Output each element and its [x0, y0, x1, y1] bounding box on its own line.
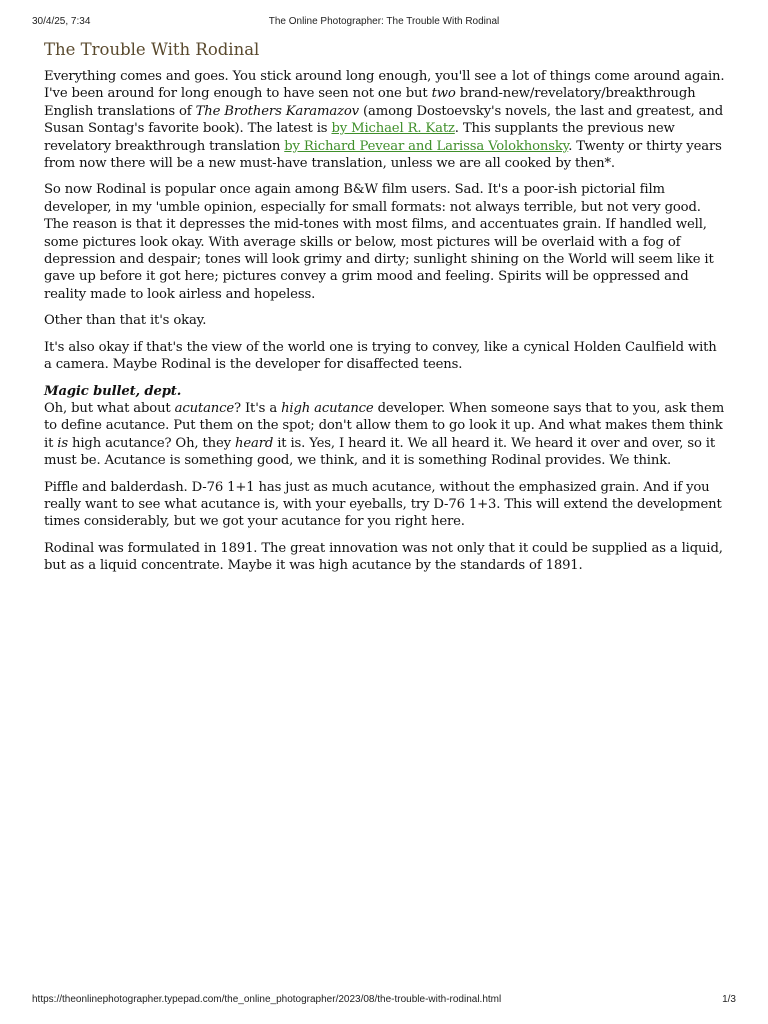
- p1-text-1: Everything comes and goes. You stick around long enough, you'll see a lot of things come around again. I've been around for long enough to have seen not one but: [44, 69, 725, 102]
- paragraph-1: [44, 68, 726, 172]
- print-url: https://theonlinephotographer.typepad.com/the_online_photographer/2023/08/the-trouble-with-rodinal.html: [32, 994, 502, 1005]
- p5-emphasis-3: is: [57, 435, 68, 451]
- p1-text-5: . Twenty or thirty years from now there will be a new must-have translation, unless we are all cooked by then*.: [44, 138, 722, 172]
- article-title: The Trouble With Rodinal: [44, 40, 260, 59]
- p1-book-title: The Brothers Karamazov: [195, 103, 359, 119]
- katz-translation-link[interactable]: by Michael R. Katz: [331, 121, 455, 137]
- p5-text-3: developer. When someone says that to you, ask them to define acutance. Put them on the spot; don't allow them to go look it up. And what makes them think it: [44, 400, 725, 451]
- paragraph-7: Rodinal was formulated in 1891. The great innovation was not only that it could be supplied as a liquid, but as a liquid concentrate. Maybe it was high acutance by the standards of 1891.: [44, 540, 723, 574]
- paragraph-4: It's also okay if that's the view of the world one is trying to convey, like a cynical Holden Caulfield with a camera. Maybe Rodinal is the developer for disaffected teens.: [44, 339, 717, 373]
- p5-text-2: ? It's a: [234, 400, 282, 416]
- pevear-volokhonsky-link[interactable]: by Richard Pevear and Larissa Volokhonsky: [284, 138, 569, 154]
- p1-text-4: . This supplants the previous new revelatory breakthrough translation: [44, 121, 675, 154]
- subheading: Magic bullet, dept.: [44, 383, 182, 399]
- print-date: 30/4/25, 7:34: [32, 16, 91, 27]
- article: [44, 40, 726, 584]
- paragraph-6: Piffle and balderdash. D-76 1+1 has just as much acutance, without the emphasized grain. And if you really want to see what acutance is, with your eyeballs, try D-76 1+3. This will extend the development times considerably, but we got your acutance for you right here.: [44, 479, 722, 530]
- p5-text-1: Oh, but what about: [44, 400, 175, 416]
- p1-text-3: (among Dostoevsky's novels, the last and greatest, and Susan Sontag's favorite book). The latest is: [44, 103, 723, 137]
- p5-text-5: it is. Yes, I heard it. We all heard it. We heard it over and over, so it must be. Acutance is something good, we think, and it is something Rodinal provides. We think.: [44, 435, 716, 469]
- p5-emphasis-4: heard: [235, 435, 274, 451]
- p5-emphasis-1: acutance: [174, 400, 235, 416]
- paragraph-3: Other than that it's okay.: [44, 313, 207, 329]
- p5-text-4: high acutance? Oh, they: [67, 435, 236, 451]
- p5-emphasis-2: high acutance: [281, 400, 374, 416]
- print-footer: [32, 994, 736, 1008]
- print-header: [32, 16, 736, 30]
- page-number: 1/3: [722, 994, 736, 1005]
- paragraph-2: So now Rodinal is popular once again among B&W film users. Sad. It's a poor-ish pictorial film developer, in my 'umble opinion, especially for small formats: not always terrible, but not very good. The reason is that it depresses the mid-tones with most films, and accentuates grain. If handled well, some pictures look okay. With average skills or below, most pictures will be overlaid with a fog of depression and despair; tones will look grimy and dirty; sunlight shining on the World will seem like it gave up before it got here; pictures convey a grim mood and feeling. Spirits will be oppressed and reality made to look airless and hopeless.: [44, 182, 714, 302]
- p1-emphasis-1: two: [431, 86, 456, 102]
- p1-text-2: brand-new/revelatory/breakthrough English translations of: [44, 86, 696, 119]
- print-page-title: The Online Photographer: The Trouble With Rodinal: [268, 16, 500, 27]
- paragraph-5: [44, 383, 726, 470]
